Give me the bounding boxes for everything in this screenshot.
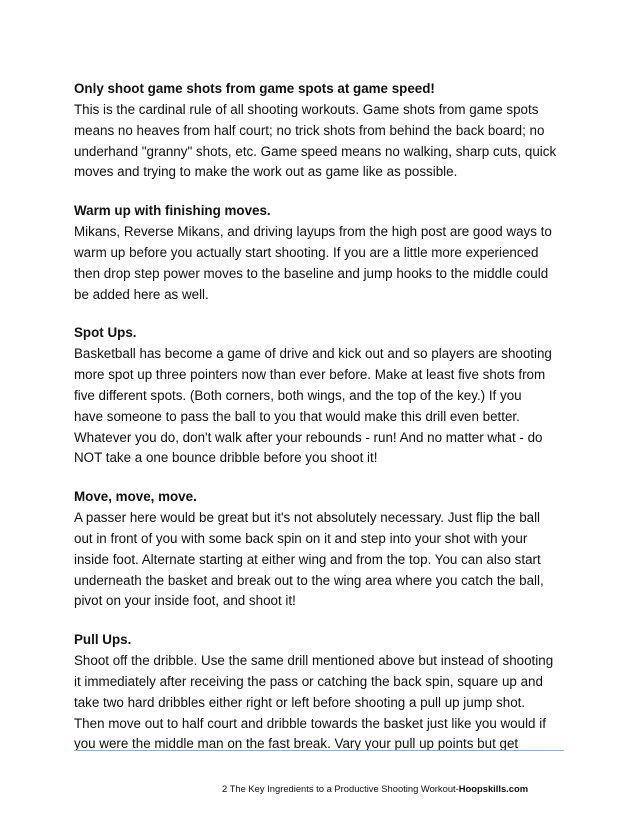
section-move (74, 486, 574, 612)
section-paragraph (74, 508, 574, 612)
section-heading: Warm up with finishing moves. (74, 203, 271, 219)
text-line: take two hard dribbles either right or left before shooting a pull up jump shot. (74, 694, 526, 710)
text-line: out in front of you with some back spin on it and step into your shot with your (74, 530, 528, 546)
text-line: five different spots. (Both corners, both wings, and the top of the key.) If you (74, 387, 522, 403)
section-game-shots (74, 78, 574, 183)
text-line: Basketball has become a game of drive and kick out and so players are shooting (74, 346, 552, 362)
section-heading: Spot Ups. (74, 325, 137, 341)
section-spot-ups (74, 322, 574, 469)
text-line: it immediately after receiving the pass or catching the back spin, square up and (74, 673, 543, 689)
text-line: A passer here would be great but it's not absolutely necessary. Just flip the ball (74, 510, 541, 526)
section-heading: Move, move, move. (74, 489, 197, 505)
text-line: Then move out to half court and dribble towards the basket just like you would if (74, 715, 546, 731)
text-line: This is the cardinal rule of all shooting workouts. Game shots from game spots (74, 102, 539, 117)
text-line: Whatever you do, don't walk after your rebounds - run! And no matter what - do (74, 429, 543, 445)
section-paragraph (74, 100, 574, 183)
section-paragraph (74, 222, 574, 305)
text-line: inside foot. Alternate starting at either wing and from the top. You can also start (74, 551, 541, 567)
text-line: moves and trying to make the work out as game like as possible. (74, 164, 458, 180)
text-line: underneath the basket and break out to the wing area where you catch the ball, (74, 572, 544, 588)
section-paragraph (74, 344, 574, 469)
document-body (74, 78, 574, 772)
section-pull-ups (74, 629, 574, 755)
text-line: means no heaves from half court; no trick shots from behind the back board; no (74, 122, 545, 138)
text-line: pivot on your inside foot, and shoot it! (74, 593, 296, 609)
text-line: Shoot off the dribble. Use the same drill mentioned above but instead of shooting (74, 653, 554, 669)
page-footer (222, 783, 562, 795)
section-warm-up (74, 200, 574, 305)
text-line: have someone to pass the ball to you that would make this drill even better. (74, 408, 520, 424)
text-line: underhand "granny" shots, etc. Game speed means no walking, sharp cuts, quick (74, 143, 557, 159)
section-paragraph (74, 651, 574, 755)
footer-brand: Hoopskills.com (458, 783, 529, 794)
text-line: warm up before you actually start shooting. If you are a little more experienced (74, 244, 539, 260)
text-line: NOT take a one bounce dribble before you shoot it! (74, 450, 378, 466)
text-line: you were the middle man on the fast break. Vary your pull up points but get (74, 736, 519, 752)
text-line: Mikans, Reverse Mikans, and driving layups from the high post are good ways to (74, 224, 552, 240)
text-line: then drop step power moves to the baseline and jump hooks to the middle could (74, 265, 549, 281)
footer-divider (74, 750, 564, 751)
section-heading: Pull Ups. (74, 632, 132, 648)
text-line: be added here as well. (74, 286, 209, 302)
text-line: more spot up three pointers now than ever before. Make at least five shots from (74, 367, 546, 383)
footer-text: 2 The Key Ingredients to a Productive Shooting Workout- (222, 783, 459, 794)
section-heading: Only shoot game shots from game spots at game speed! (74, 81, 435, 96)
